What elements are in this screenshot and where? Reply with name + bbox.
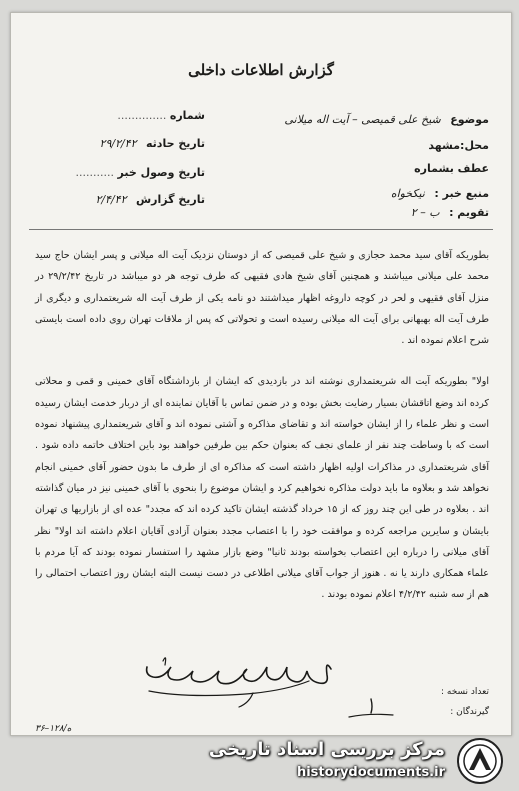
eval-label: تقویم : xyxy=(449,206,489,219)
event-date-row xyxy=(45,137,205,150)
number-dots: .............. xyxy=(117,109,167,122)
body-paragraph-2: اولا" بطوریکه آیت اله شریعتمداری نوشته اند در بازدیدی که ایشان از بازداشتگاه آقای خمینی و قمی و محلاتی کرده اند وضع اتاقشان بسیار رضایت بخش بوده و در ضمن تماس با آقایان نماینده ای از دربار خدمت ایشان رسیده است و نظر علماء را از ایشان خواسته اند و تقاضای مذاکره و آشتی نموده اند و آقای شریعتمداری پیشنهاد نموده است که با وساطت چند نفر از علمای نجف که بعنوان حکم بین طرفین خواهند بود باین اختلاف خاتمه داده شود . آقای شریعتمداری در مذاکرات اولیه اظهار داشته است که مذاکره ای از طرف ما بدون حضور آقای خمینی انجام نخواهد شد و بعلاوه ما باید دولت مذاکره نخواهیم کرد و ایشان موضوع را بنحوی با آقای خمینی نیز در میان گذاشته اند . بعلاوه در طی این چند روز که از ۱۵ خرداد گذشته ایشان تاکید کرده اند که مجدد" عده ای از بازاریها ی تهران بایشان و سایرین مراجعه کرده و موافقت خود را با اعتصاب مجدد بعنوان آزادی آقایان اعلام داشته اند اولا" نظر آقای میلانی را درباره این اعتصاب بخواسته بودند ثانیا" وضع بازار مشهد را استفسار نموده بودند که آیا مردم با علماء همکاری دارند یا نه . هنوز از جواب آقای میلانی اطلاعی در دست نیست البته ایشان روز اعتصاب احتمالی را هم از سه شنبه ۴/۲/۴۲ اعلام نموده بودند . xyxy=(35,376,489,601)
body-paragraph-1: بطوریکه آقای سید محمد حجازی و شیخ علی قمیصی که از دوستان نزدیک آیت اله میلانی و پسر ایشان حاج سید محمد علی میلانی میباشند و همچنین آقای شیخ هادی فقیهی که طرف توجه هر دو میباشد در تاریخ ۲۹/۲/۴۲ در منزل آقای فقیهی و لحر در کوچه داروغه اظهار میداشتند دو نامه یکی از طرف آیت اله شریعتمداری و دیگری از طرف آیت اله بهبهانی برای آیت اله میلانی رسیده است و تحولاتی که پس از ملاقات تهران روی داده است بایستی شرح اعلام نموده اند . xyxy=(35,250,489,347)
document-title: گزارش اطلاعات داخلی xyxy=(188,61,334,79)
subject-value: شیخ علی قمیصی – آیت اله میلانی xyxy=(284,113,441,126)
watermark-url: historydocuments.ir xyxy=(296,765,445,780)
archive-logo-icon xyxy=(455,736,505,786)
watermark xyxy=(0,734,519,791)
received-date-label: تاریخ وصول خبر xyxy=(117,166,205,179)
ref-row xyxy=(414,162,489,175)
report-body xyxy=(35,245,489,606)
source-label: منبع خبر : xyxy=(434,187,489,200)
header-divider xyxy=(29,229,493,230)
eval-row xyxy=(411,206,489,219)
document-page xyxy=(10,12,512,736)
eval-value: ب – ۲ xyxy=(410,206,440,219)
document-number: ۳۶–۱۲۸/ه xyxy=(35,724,72,734)
handwritten-mark xyxy=(341,695,401,725)
report-date-value: ۲/۴/۴۲ xyxy=(95,193,127,206)
event-date-value: ۲۹/۲/۴۲ xyxy=(99,137,137,150)
subject-label: موضوع xyxy=(450,113,489,126)
source-row xyxy=(391,187,489,200)
number-row xyxy=(45,109,205,122)
recipients-label: گیرندگان : xyxy=(450,707,489,717)
place-label: محل:مشهد xyxy=(428,139,489,152)
ref-label: عطف بشماره xyxy=(414,162,489,175)
event-date-label: تاریخ حادثه xyxy=(146,137,205,150)
report-date-row xyxy=(45,193,205,206)
place-row xyxy=(428,139,489,152)
report-date-label: تاریخ گزارش xyxy=(135,193,205,206)
watermark-title: مرکز بررسی اسناد تاریخی xyxy=(208,739,445,760)
number-label: شماره xyxy=(169,109,205,122)
copies-label: تعداد نسخه : xyxy=(440,687,489,697)
received-date-row xyxy=(45,166,205,179)
subject-row xyxy=(284,113,489,126)
received-date-dots: ........... xyxy=(75,166,115,179)
source-value: نیکخواه xyxy=(390,187,425,200)
handwritten-signature xyxy=(103,649,343,719)
